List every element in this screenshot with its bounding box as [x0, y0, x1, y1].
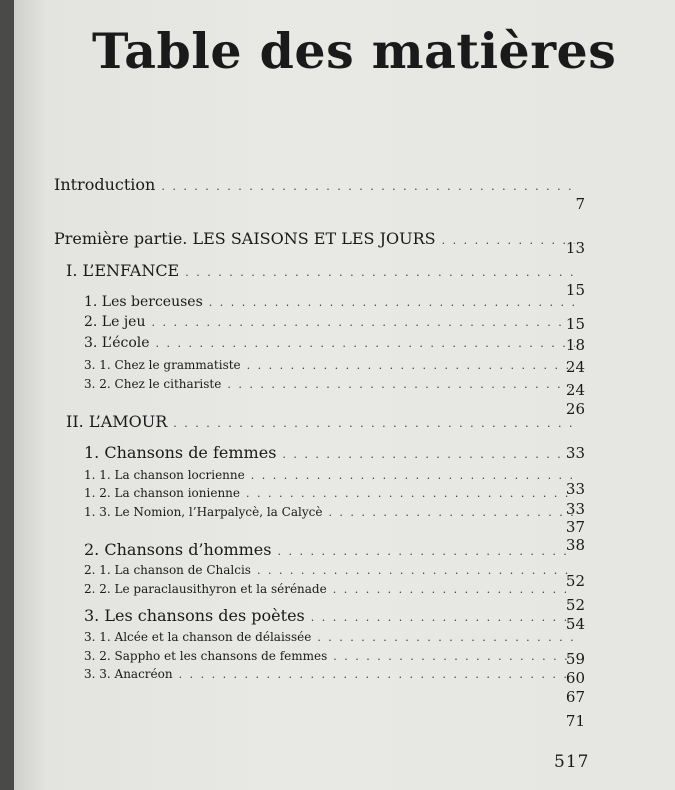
toc-entry-label: 3. L’école — [84, 335, 150, 351]
toc-page-number: 33 — [565, 444, 585, 462]
toc-entry-subsection — [84, 505, 575, 527]
toc-entry-subsection — [84, 582, 575, 604]
toc-page-number: 24 — [565, 381, 585, 399]
page-title: Table des matières — [92, 22, 617, 80]
toc-page-number: 33 — [565, 480, 585, 498]
book-page — [14, 0, 675, 790]
toc-entry-chapter — [66, 261, 575, 283]
toc-entry-section — [84, 443, 575, 465]
toc-entry-label: 2. Chansons d’hommes — [84, 540, 272, 559]
toc-entry-label: 1. Les berceuses — [84, 294, 203, 310]
toc-entry-label: 3. 1. Chez le grammatiste — [84, 358, 241, 372]
folio-page-number: 517 — [554, 752, 590, 772]
toc-page-number: 71 — [565, 712, 585, 730]
toc-entry-label: I. L’ENFANCE — [66, 261, 180, 280]
toc-entry-label: 2. Le jeu — [84, 314, 146, 330]
toc-page-number: 52 — [565, 596, 585, 614]
toc-entry-label: 2. 2. Le paraclausithyron et la sérénade — [84, 582, 327, 596]
toc-page-number: 37 — [565, 518, 585, 536]
toc-page-number: 15 — [565, 315, 585, 333]
toc-entry-label: 2. 1. La chanson de Chalcis — [84, 563, 251, 577]
toc-entry-label: II. L’AMOUR — [66, 412, 168, 431]
toc-entry-section — [84, 294, 575, 316]
toc-entry-chapter — [66, 412, 575, 434]
toc-entry-label: 3. 2. Sappho et les chansons de femmes — [84, 649, 328, 663]
toc-entry-label: Première partie. LES SAISONS ET LES JOURS — [54, 229, 436, 248]
toc-entry-label: 3. 1. Alcée et la chanson de délaissée — [84, 630, 312, 644]
toc-page-number: 59 — [565, 650, 585, 668]
toc-entry-section — [84, 606, 575, 628]
toc-entry-label: Introduction — [54, 175, 156, 194]
toc-page-number: 15 — [565, 281, 585, 299]
toc-page-number: 18 — [565, 336, 585, 354]
toc-page-number: 54 — [565, 615, 585, 633]
toc-entry-label: 1. 1. La chanson locrienne — [84, 468, 245, 482]
toc-page-number: 33 — [565, 500, 585, 518]
toc-page-number: 60 — [565, 669, 585, 687]
toc-entry-subsection — [84, 667, 575, 689]
toc-page-number: 7 — [575, 195, 585, 213]
toc-page-number: 67 — [565, 688, 585, 706]
toc-page-number: 52 — [565, 572, 585, 590]
toc-page-number: 13 — [565, 239, 585, 257]
toc-entry-label: 3. Les chansons des poètes — [84, 606, 305, 625]
toc-entry-label: 1. 3. Le Nomion, l’Harpalycè, la Calycè — [84, 505, 323, 519]
toc-entry-section — [84, 335, 575, 357]
toc-entry-label: 3. 2. Chez le cithariste — [84, 377, 222, 391]
toc-page-number: 24 — [565, 358, 585, 376]
toc-entry-part-one — [54, 229, 575, 251]
toc-page-number: 38 — [565, 536, 585, 554]
toc-entry-subsection — [84, 377, 575, 399]
toc-entry-section — [84, 314, 575, 336]
toc-entry-introduction — [54, 175, 575, 197]
toc-entry-label: 1. Chansons de femmes — [84, 443, 277, 462]
toc-entry-section — [84, 540, 575, 562]
toc-entry-label: 3. 3. Anacréon — [84, 667, 173, 681]
toc-entry-label: 1. 2. La chanson ionienne — [84, 486, 241, 500]
toc-page-number: 26 — [565, 400, 585, 418]
